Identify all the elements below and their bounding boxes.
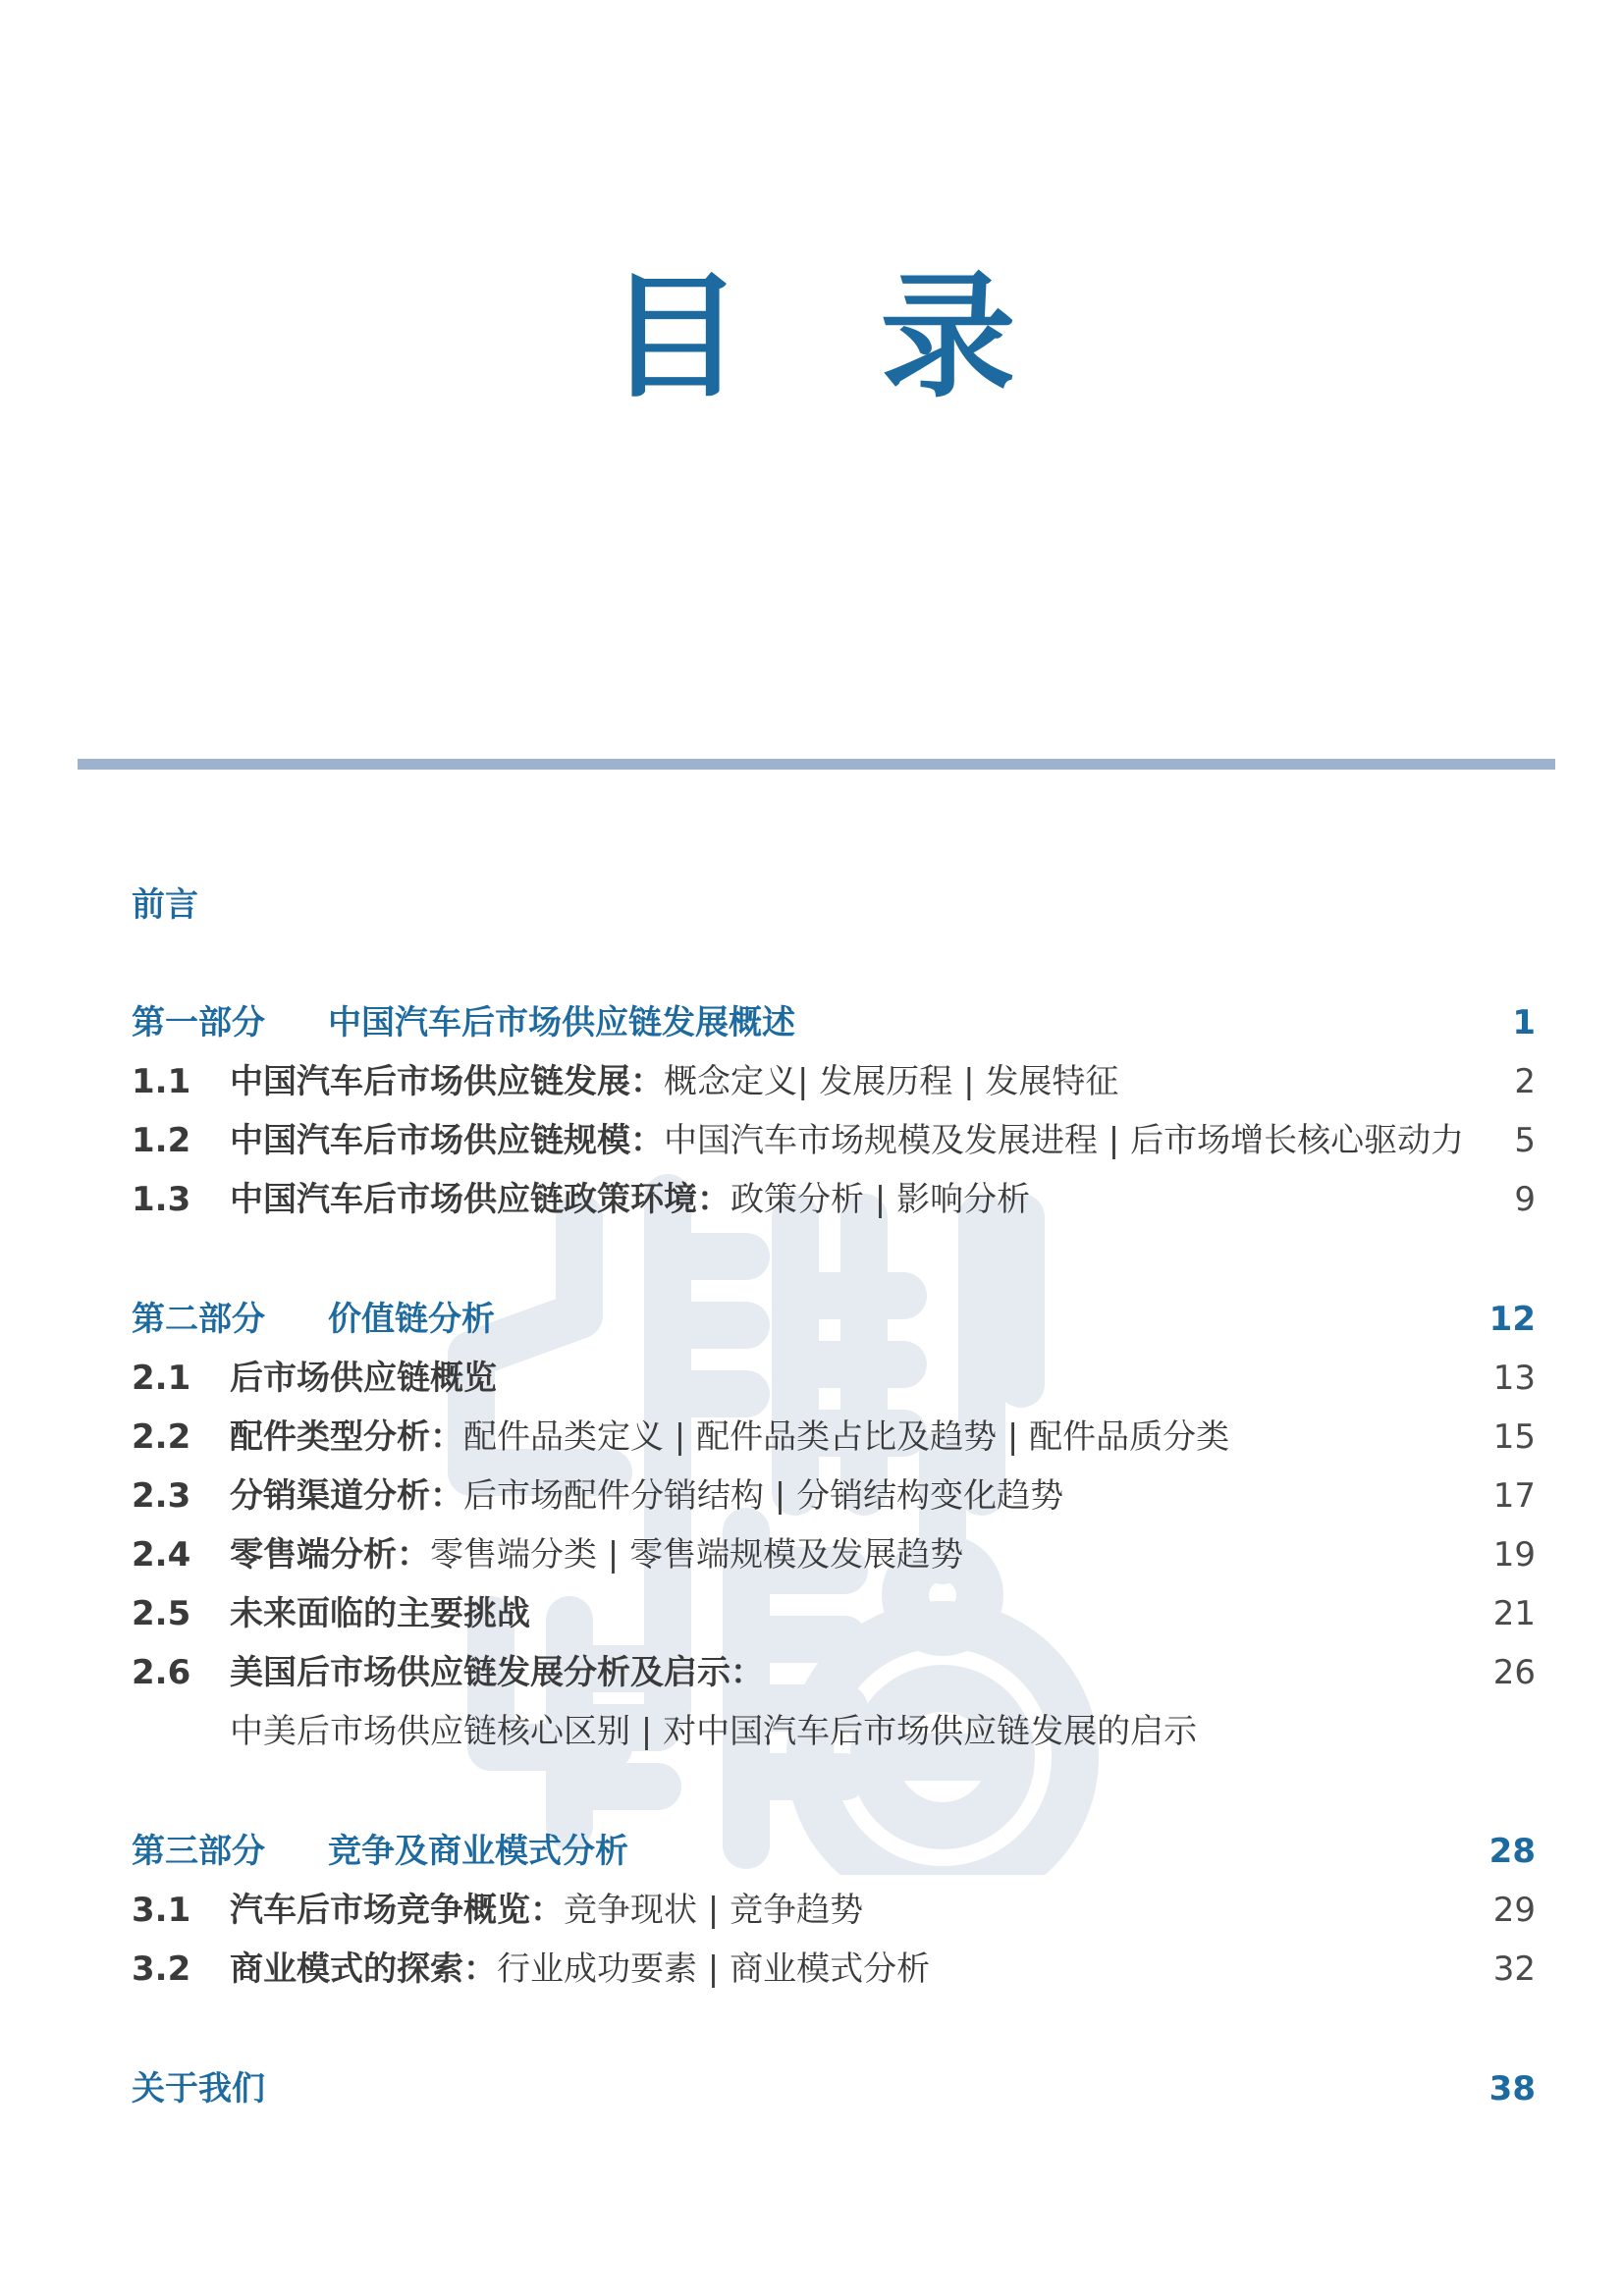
part-1-label: 第一部分 — [132, 1003, 265, 1042]
section-text — [230, 1117, 1464, 1164]
section-page: 17 — [1492, 1476, 1536, 1516]
page-title — [0, 258, 1623, 416]
section-subtopics: 中美后市场供应链核心区别 | 对中国汽车后市场供应链发展的启示 — [230, 1712, 1198, 1751]
section-title: 后市场供应链概览 — [230, 1359, 497, 1398]
section-title: 分销渠道分析： — [230, 1476, 463, 1516]
toc-preface[interactable] — [132, 881, 1536, 929]
section-number: 2.2 — [132, 1417, 191, 1457]
section-page: 2 — [1514, 1062, 1536, 1101]
toc-section-2-6[interactable] — [132, 1649, 1536, 1696]
section-subtopics: 行业成功要素 | 商业模式分析 — [497, 1949, 931, 1989]
section-title: 中国汽车后市场供应链发展： — [230, 1062, 664, 1101]
part-2-page: 12 — [1488, 1300, 1536, 1339]
toc-part-3[interactable] — [132, 1828, 1536, 1875]
section-page: 21 — [1492, 1594, 1536, 1633]
toc-section-2-5[interactable] — [132, 1590, 1536, 1637]
about-page: 38 — [1488, 2069, 1536, 2109]
section-subtopics: 中国汽车市场规模及发展进程 | 后市场增长核心驱动力 — [664, 1121, 1465, 1160]
part-2-label: 第二部分 — [132, 1300, 265, 1339]
toc-section-2-1[interactable] — [132, 1355, 1536, 1402]
part-2-title: 价值链分析 — [328, 1300, 495, 1339]
section-page: 19 — [1492, 1535, 1536, 1575]
section-number: 2.3 — [132, 1476, 191, 1516]
section-text — [230, 1355, 497, 1402]
section-text — [230, 1058, 1118, 1105]
section-subtopics: 概念定义| 发展历程 | 发展特征 — [664, 1062, 1119, 1101]
title-char-2: 录 — [880, 258, 1016, 416]
section-title: 汽车后市场竞争概览： — [230, 1891, 564, 1930]
section-subtopics: 配件品类定义 | 配件品类占比及趋势 | 配件品质分类 — [463, 1417, 1230, 1457]
toc-about-us[interactable] — [132, 2065, 1536, 2112]
toc-part-1[interactable] — [132, 999, 1536, 1046]
section-page: 29 — [1492, 1891, 1536, 1930]
part-1-title: 中国汽车后市场供应链发展概述 — [328, 1003, 795, 1042]
section-title: 商业模式的探索： — [230, 1949, 497, 1989]
part-3-label: 第三部分 — [132, 1832, 265, 1871]
section-text — [230, 1531, 963, 1578]
section-number: 3.2 — [132, 1949, 191, 1989]
toc-section-3-2[interactable] — [132, 1946, 1536, 1993]
toc-part-2[interactable] — [132, 1296, 1536, 1343]
toc-section-3-1[interactable] — [132, 1887, 1536, 1934]
section-number: 2.5 — [132, 1594, 191, 1633]
section-text — [230, 1176, 1030, 1223]
section-title: 配件类型分析： — [230, 1417, 463, 1457]
section-title: 美国后市场供应链发展分析及启示： — [230, 1653, 764, 1692]
section-text — [230, 1472, 1063, 1520]
section-title: 中国汽车后市场供应链政策环境： — [230, 1180, 730, 1219]
toc-section-2-2[interactable] — [132, 1414, 1536, 1461]
section-subtopics: 竞争现状 | 竞争趋势 — [564, 1891, 864, 1930]
section-page: 26 — [1492, 1653, 1536, 1692]
section-subtopics: 政策分析 | 影响分析 — [730, 1180, 1031, 1219]
section-subtopics: 后市场配件分销结构 | 分销结构变化趋势 — [463, 1476, 1064, 1516]
toc-section-1-1[interactable] — [132, 1058, 1536, 1105]
title-char-1: 目 — [607, 258, 743, 416]
section-page: 9 — [1514, 1180, 1536, 1219]
about-label: 关于我们 — [132, 2069, 265, 2109]
preface-label: 前言 — [132, 885, 198, 925]
toc-section-2-4[interactable] — [132, 1531, 1536, 1578]
section-title: 未来面临的主要挑战 — [230, 1594, 530, 1633]
section-title: 中国汽车后市场供应链规模： — [230, 1121, 664, 1160]
section-title: 零售端分析： — [230, 1535, 430, 1575]
section-text — [230, 1649, 764, 1696]
section-page: 32 — [1492, 1949, 1536, 1989]
toc-section-1-2[interactable] — [132, 1117, 1536, 1164]
toc-section-2-6-continuation[interactable] — [132, 1708, 1536, 1755]
section-text — [230, 1414, 1229, 1461]
section-number: 3.1 — [132, 1891, 191, 1930]
section-page: 5 — [1514, 1121, 1536, 1160]
part-3-page: 28 — [1488, 1832, 1536, 1871]
section-number: 2.4 — [132, 1535, 191, 1575]
section-subtopics: 零售端分类 | 零售端规模及发展趋势 — [430, 1535, 964, 1575]
part-1-page: 1 — [1512, 1003, 1536, 1042]
section-number: 2.1 — [132, 1359, 191, 1398]
section-number: 2.6 — [132, 1653, 191, 1692]
section-text — [230, 1590, 530, 1637]
toc-section-2-3[interactable] — [132, 1472, 1536, 1520]
section-number: 1.2 — [132, 1121, 191, 1160]
section-number: 1.1 — [132, 1062, 191, 1101]
section-text — [230, 1946, 930, 1993]
section-page: 15 — [1492, 1417, 1536, 1457]
toc-section-1-3[interactable] — [132, 1176, 1536, 1223]
section-number: 1.3 — [132, 1180, 191, 1219]
title-divider — [78, 759, 1555, 770]
part-3-title: 竞争及商业模式分析 — [328, 1832, 628, 1871]
section-page: 13 — [1492, 1359, 1536, 1398]
section-text — [230, 1887, 863, 1934]
